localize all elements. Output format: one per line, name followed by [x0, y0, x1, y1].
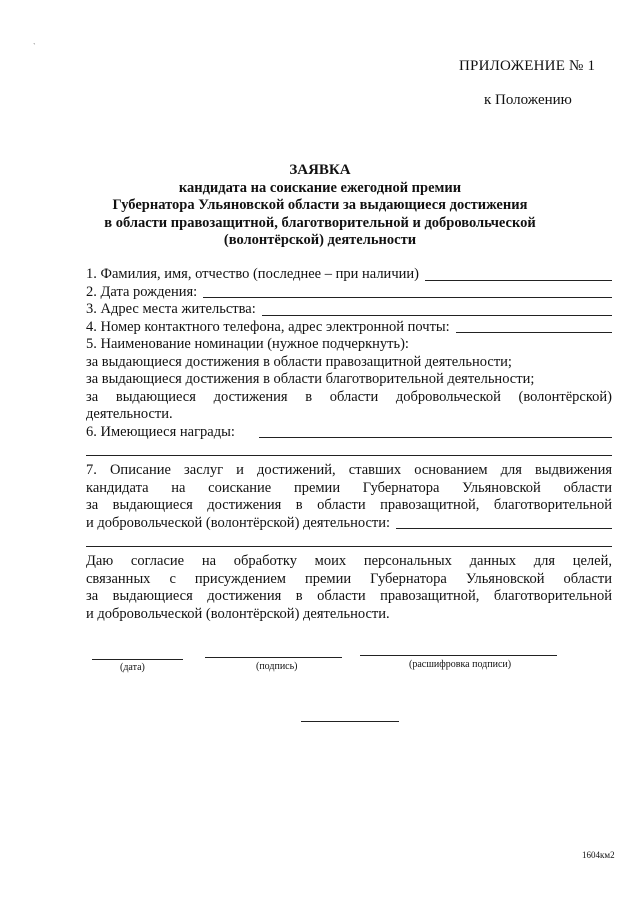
- title-line: кандидата на соискание ежегодной премии: [178, 179, 462, 196]
- document-code: 1604км2: [582, 850, 615, 860]
- consent-text-line: и добровольческой (волонтёрской) деятельности.: [86, 605, 390, 622]
- address-blank[interactable]: [262, 303, 612, 316]
- field-merits: 7. Описание заслуг и достижений, ставших основанием для выдвижения: [86, 462, 612, 478]
- merits-blank[interactable]: [396, 516, 612, 529]
- field-merits-line: за выдающиеся достижения в области правозащитной, благотворительной: [86, 497, 612, 513]
- title-word: ЗАЯВКА: [289, 162, 351, 178]
- consent-text: Даю согласие на обработку моих персональных данных для целей,: [86, 553, 612, 569]
- field-nomination: 5. Наименование номинации (нужное подчеркнуть):: [86, 336, 409, 352]
- field-label: 1. Фамилия, имя, отчество (последнее – при наличии): [86, 266, 419, 282]
- title-line: в области правозащитной, благотворительной и добровольческой: [104, 214, 536, 231]
- birth-date-blank[interactable]: [203, 285, 612, 298]
- field-birth-date: [86, 284, 612, 302]
- awards-blank[interactable]: [259, 425, 612, 438]
- application-form: [86, 266, 612, 623]
- field-label: 2. Дата рождения:: [86, 283, 198, 300]
- merits-blank-line-2[interactable]: [86, 532, 612, 547]
- consent-text-line: связанных с присуждением премии Губернатора Ульяновской области: [86, 570, 612, 587]
- title-line: Губернатора Ульяновской области за выдающиеся достижения: [112, 197, 528, 213]
- nomination-option-volunteer-cont: деятельности.: [86, 406, 173, 422]
- scan-mark: `: [33, 42, 36, 51]
- field-label: 3. Адрес места жительства:: [86, 301, 256, 317]
- appendix-number: ПРИЛОЖЕНИЕ № 1: [459, 58, 596, 74]
- full-name-blank[interactable]: [425, 268, 612, 281]
- field-label: 4. Номер контактного телефона, адрес электронной почты:: [86, 318, 450, 335]
- field-label: и добровольческой (волонтёрской) деятельности:: [86, 514, 391, 531]
- field-full-name: [86, 266, 612, 284]
- name-decode-line[interactable]: [360, 655, 557, 656]
- date-line[interactable]: [92, 659, 183, 660]
- nomination-option-volunteer[interactable]: за выдающиеся достижения в области добровольческой (волонтёрской): [86, 388, 612, 405]
- date-label: (дата): [120, 662, 145, 673]
- title-line: (волонтёрской) деятельности: [223, 232, 417, 248]
- field-awards: [86, 424, 612, 442]
- field-contacts: [86, 319, 612, 337]
- document-title: [70, 162, 570, 250]
- consent-text-line: за выдающиеся достижения в области правозащитной, благотворительной: [86, 588, 612, 604]
- field-merits-last: [86, 515, 612, 533]
- extra-line[interactable]: [301, 721, 399, 722]
- awards-blank-line-2[interactable]: [86, 441, 612, 456]
- field-merits-line: кандидата на соискание премии Губернатора Ульяновской области: [86, 479, 612, 496]
- field-address: [86, 301, 612, 319]
- name-decode-label: (расшифровка подписи): [409, 659, 512, 670]
- contacts-blank[interactable]: [456, 320, 612, 333]
- field-label: 6. Имеющиеся награды:: [86, 423, 235, 440]
- regulation-reference: к Положению: [484, 92, 572, 108]
- nomination-option-human-rights[interactable]: за выдающиеся достижения в области правозащитной деятельности;: [86, 353, 512, 370]
- signature-line[interactable]: [205, 657, 342, 658]
- signature-label: (подпись): [256, 661, 298, 672]
- nomination-option-charity[interactable]: за выдающиеся достижения в области благотворительной деятельности;: [86, 371, 535, 387]
